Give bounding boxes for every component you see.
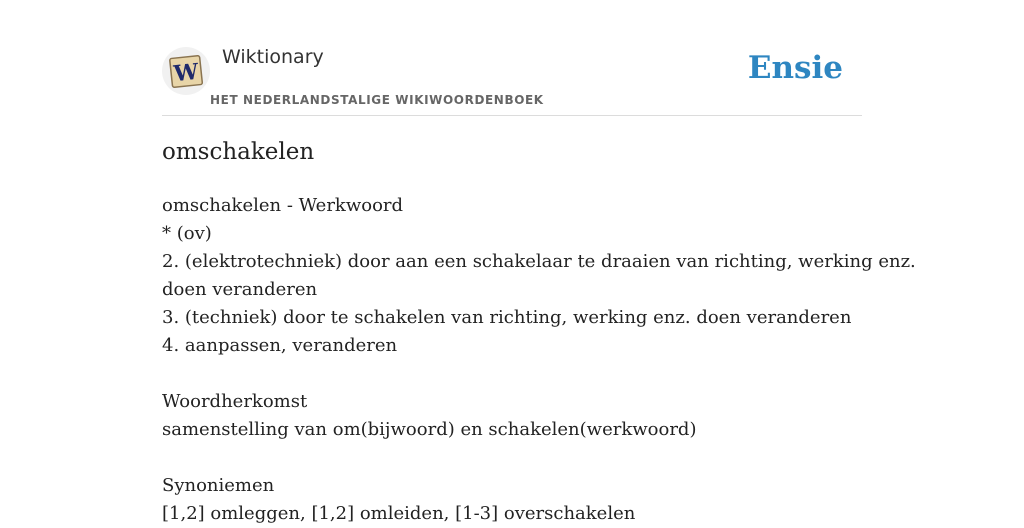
entry-heading-line: omschakelen - Werkwoord (162, 195, 404, 216)
synonyms-text: [1,2] omleggen, [1,2] omleiden, [1-3] overschakelen (162, 503, 636, 524)
definition-line: doen veranderen (162, 279, 318, 300)
spacer (162, 444, 867, 472)
content-column (162, 0, 916, 524)
spacer (162, 360, 867, 388)
wiktionary-logo-icon[interactable] (162, 47, 210, 95)
definition-line: * (ov) (162, 223, 212, 244)
entry-body (162, 192, 916, 528)
ensie-brand-link[interactable]: Ensie (747, 50, 843, 86)
site-name[interactable]: Wiktionary (222, 46, 324, 68)
logo-letter: W (172, 58, 200, 88)
definition-line: 2. (elektrotechniek) door aan een schakelaar te draaien van richting, werking enz. (162, 251, 916, 272)
definition-line: 3. (techniek) door te schakelen van richting, werking enz. doen veranderen (162, 307, 852, 328)
etymology-text: samenstelling van om(bijwoord) en schakelen(werkwoord) (162, 419, 697, 440)
synonyms-heading: Synoniemen (162, 475, 275, 496)
page-title: omschakelen (162, 139, 315, 165)
wiktionary-tile-icon (167, 52, 205, 90)
site-tagline: HET NEDERLANDSTALIGE WIKIWOORDENBOEK (210, 93, 544, 107)
definition-line: 4. aanpassen, veranderen (162, 335, 398, 356)
etymology-heading: Woordherkomst (162, 391, 308, 412)
site-header (162, 0, 862, 116)
